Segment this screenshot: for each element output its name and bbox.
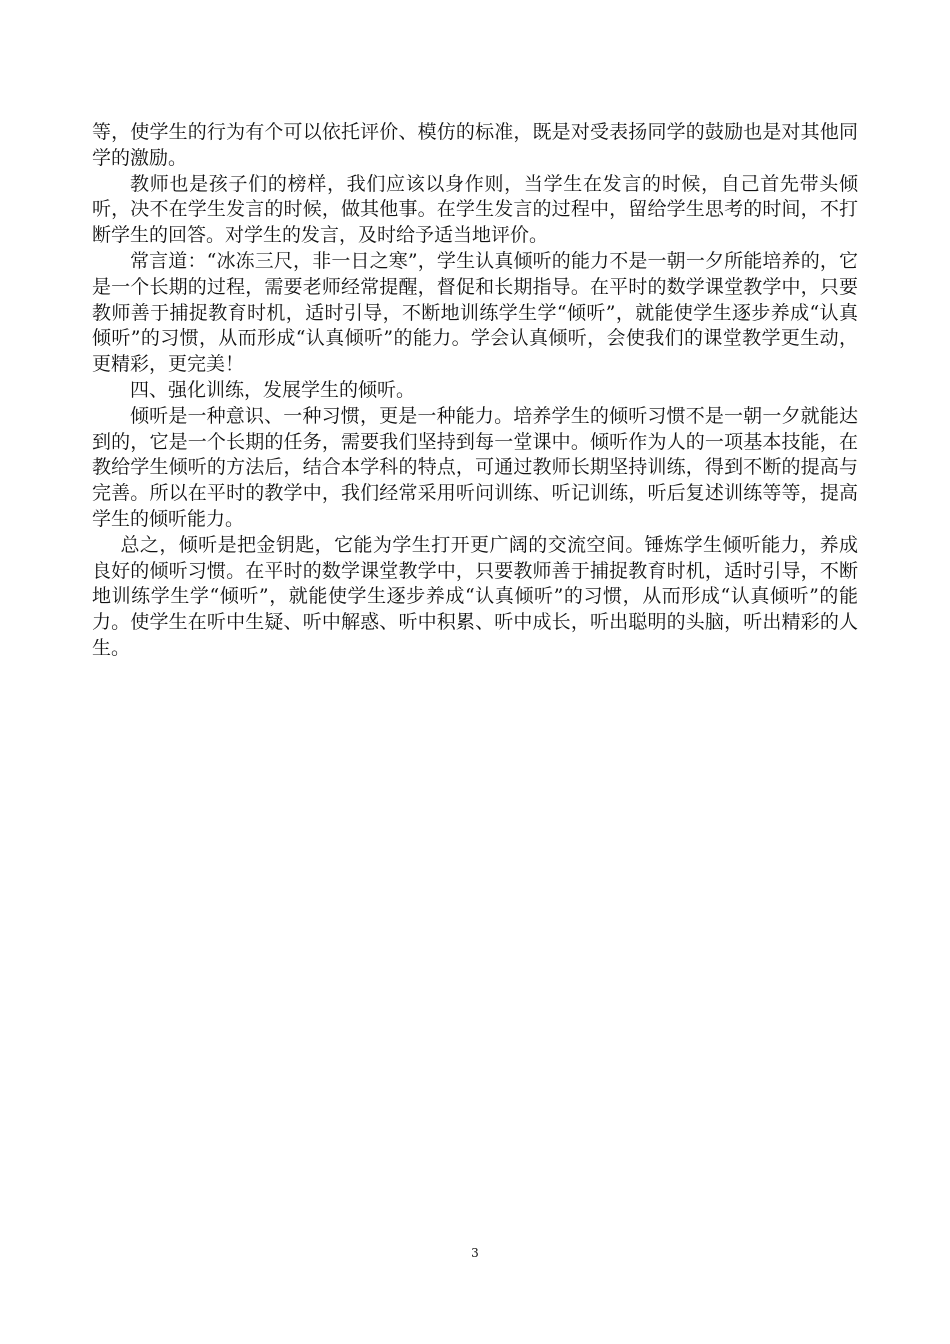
- paragraph-teacher-role-model: 教师也是孩子们的榜样，我们应该以身作则，当学生在发言的时候，自己首先带头倾听，决不在学生发言的时候，做其他事。在学生发言的过程中，留给学生思考的时间，不打断学生的回答。对学生的发言，及时给予适当地评价。: [92, 172, 858, 247]
- paragraph-long-term-process: 常言道：“冰冻三尺，非一日之寒”，学生认真倾听的能力不是一朝一夕所能培养的，它是一个长期的过程，需要老师经常提醒，督促和长期指导。在平时的数学课堂教学中，只要教师善于捕捉教育时机，适时引导，不断地训练学生学“倾听”，就能使学生逐步养成“认真倾听”的习惯，从而形成“认真倾听”的能力。学会认真倾听，会使我们的课堂教学更生动，更精彩，更完美！: [92, 249, 858, 376]
- document-body: [92, 120, 858, 662]
- section-heading-four: 四、强化训练，发展学生的倾听。: [130, 378, 416, 401]
- paragraph-listening-ability: 倾听是一种意识、一种习惯，更是一种能力。培养学生的倾听习惯不是一朝一夕就能达到的，它是一个长期的任务，需要我们坚持到每一堂课中。倾听作为人的一项基本技能，在教给学生倾听的方法后，结合本学科的特点，可通过教师长期坚持训练，得到不断的提高与完善。所以在平时的教学中，我们经常采用听问训练、听记训练，听后复述训练等等，提高学生的倾听能力。: [92, 404, 858, 530]
- page-number: 3: [471, 1246, 479, 1260]
- paragraph-conclusion: 总之，倾听是把金钥匙，它能为学生打开更广阔的交流空间。锤炼学生倾听能力，养成良好的倾听习惯。在平时的数学课堂教学中，只要教师善于捕捉教育时机，适时引导，不断地训练学生学“倾听”，就能使学生逐步养成“认真倾听”的习惯，从而形成“认真倾听”的能力。使学生在听中生疑、听中解惑、听中积累、听中成长，听出聪明的头脑，听出精彩的人生。: [92, 533, 858, 659]
- paragraph-continuation: 等，使学生的行为有个可以依托评价、模仿的标准，既是对受表扬同学的鼓励也是对其他同学的激励。: [92, 121, 858, 169]
